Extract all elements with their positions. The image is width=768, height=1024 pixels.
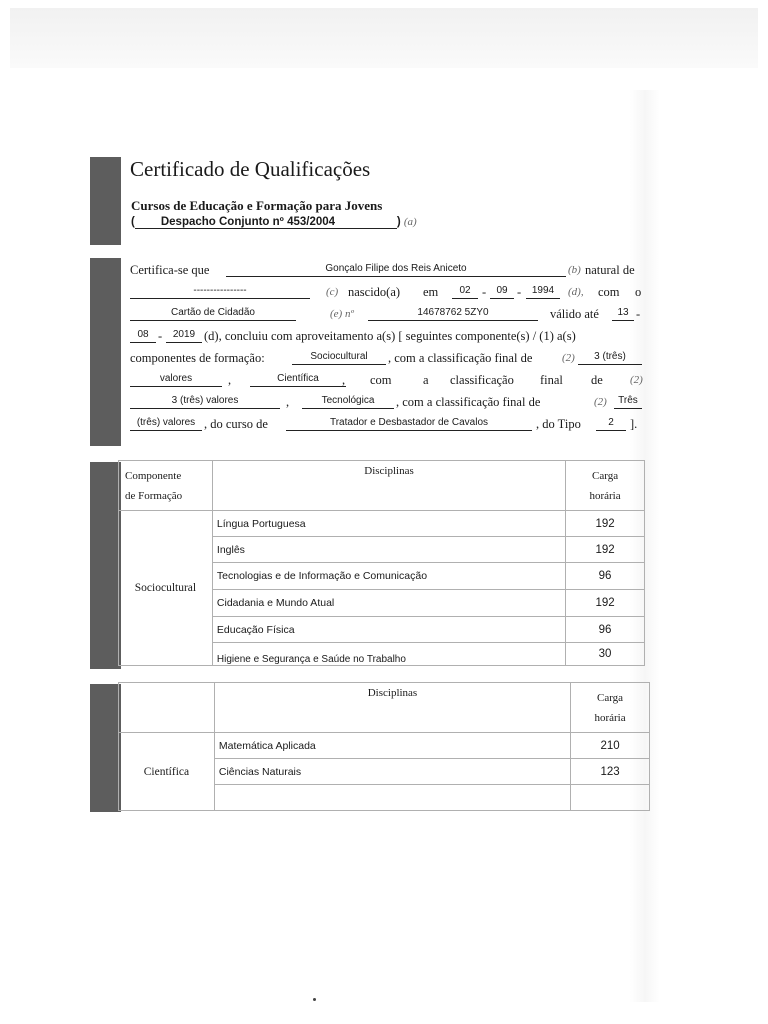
cert-classification-2: , com a classificação final de (396, 395, 541, 409)
cert-em: em (423, 285, 439, 299)
cert-de: de (591, 373, 603, 387)
cert-components: componentes de formação: (130, 351, 265, 365)
cert-end: ]. (630, 417, 638, 431)
despacho-open: ( (131, 216, 135, 228)
field-course: Tratador e Desbastador de Cavalos (286, 416, 532, 431)
table1-header-row (119, 461, 645, 511)
valid-dash-1: - (636, 307, 641, 321)
field-birth-month: 09 (490, 284, 514, 299)
mark-d-1: (d), (568, 286, 584, 298)
hours-cell: 123 (571, 759, 650, 785)
hours-cell: 30 (566, 643, 645, 666)
cert-line-2 (130, 284, 643, 302)
cert-classificacao: classificação (450, 373, 514, 387)
field-document: Cartão de Cidadão (130, 306, 296, 321)
page-subtitle: Cursos de Educação e Formação para Jovens (131, 198, 383, 213)
field-grade-cientifica: 3 (três) valores (130, 394, 280, 409)
header-disciplines: Disciplinas (214, 683, 570, 733)
cert-line-8 (130, 416, 643, 434)
mark-e: (e) nº (330, 308, 354, 320)
field-comp-tecnologica: Tecnológica (302, 394, 394, 409)
mark-2-c: (2) (594, 396, 607, 408)
mark-b: (b) (568, 264, 581, 276)
field-birthplace: ---------------- (130, 284, 310, 299)
valid-dash-2: - (158, 329, 163, 343)
comma-2: , (342, 373, 346, 387)
field-valid-year: 2019 (166, 328, 202, 343)
mark-2-b: (2) (630, 374, 643, 386)
field-valid-day: 13 (612, 306, 634, 321)
cert-intro: Certifica-se que (130, 263, 210, 277)
field-grade-tecnologica-cont: (três) valores (130, 416, 202, 431)
table2-header-row (119, 683, 650, 733)
despacho-line (131, 216, 417, 229)
mark-2-a: (2) (562, 352, 575, 364)
field-birth-year: 1994 (526, 284, 560, 299)
table-cientifica (118, 682, 650, 811)
cert-concluded: (d), concluiu com aproveitamento a(s) [ seguintes componente(s) / (1) a(s) (204, 329, 576, 343)
hours-cell: 192 (566, 511, 645, 537)
header-component (119, 461, 213, 511)
cert-course-intro: , do curso de (204, 417, 268, 431)
cert-line-4 (130, 328, 643, 346)
hours-cell: 96 (566, 617, 645, 643)
header-component-line2: de Formação (125, 489, 183, 502)
header-component-empty (119, 683, 215, 733)
hours-cell (571, 785, 650, 811)
discipline-cell: Inglês (212, 537, 565, 563)
header-workload-line1: Carga (592, 469, 619, 482)
discipline-cell: Tecnologias e de Informação e Comunicação (212, 563, 565, 590)
mark-c: (c) (326, 286, 339, 298)
discipline-cell: Higiene e Segurança e Saúde no Trabalho (212, 643, 565, 666)
cert-natural: natural de (585, 263, 635, 277)
field-doc-number: 14678762 5ZY0 (368, 306, 538, 321)
birth-dash-2: - (517, 285, 522, 299)
despacho-close: ) (396, 216, 401, 228)
header-workload-line2: horária (594, 711, 626, 724)
component-cientifica: Científica (119, 733, 215, 811)
birth-dash-1: - (482, 285, 487, 299)
header-workload (571, 683, 650, 733)
comma-3: , (286, 395, 290, 409)
page-title: Certificado de Qualificações (130, 157, 371, 181)
field-valid-month: 08 (130, 328, 156, 343)
certificate-side-bar (90, 258, 121, 446)
discipline-cell (214, 785, 570, 811)
table-sociocultural (118, 460, 645, 666)
field-grade-tecnologica: Três (614, 394, 642, 409)
header-component-line1: Componente (125, 469, 182, 482)
cert-born: nascido(a) (348, 285, 401, 299)
title-side-bar (90, 157, 121, 245)
cert-o: o (635, 285, 642, 299)
field-grade-socio-cont: valores (130, 372, 222, 387)
cert-line-6 (130, 372, 643, 390)
cert-line-5 (130, 350, 643, 368)
discipline-cell: Língua Portuguesa (212, 511, 565, 537)
header-workload-line1: Carga (597, 691, 624, 704)
cert-line-1 (130, 262, 643, 280)
discipline-cell: Cidadania e Mundo Atual (212, 590, 565, 617)
cert-com: com (598, 285, 620, 299)
cert-final: final (540, 373, 563, 387)
component-sociocultural: Sociocultural (119, 511, 213, 666)
discipline-cell: Educação Física (212, 617, 565, 643)
field-type: 2 (596, 416, 626, 431)
hours-cell: 192 (566, 590, 645, 617)
table-row (119, 511, 645, 537)
table1-side-bar (90, 462, 121, 669)
header-workload (566, 461, 645, 511)
discipline-cell: Ciências Naturais (214, 759, 570, 785)
comma-1: , (228, 373, 232, 387)
cert-valid: válido até (550, 307, 599, 321)
hours-cell: 192 (566, 537, 645, 563)
cert-line-7 (130, 394, 643, 412)
field-comp-cientifica: Científica (250, 372, 346, 387)
field-name: Gonçalo Filipe dos Reis Aniceto (226, 262, 566, 277)
despacho-mark: (a) (403, 216, 417, 228)
scan-dot (313, 998, 316, 1001)
scan-artifact-top (10, 8, 758, 68)
cert-a: a (423, 373, 429, 387)
cert-com-2: com (370, 373, 392, 387)
field-birth-day: 02 (452, 284, 478, 299)
hours-cell: 210 (571, 733, 650, 759)
field-comp-socio: Sociocultural (292, 350, 386, 365)
table-row (119, 733, 650, 759)
cert-line-3 (130, 306, 643, 324)
discipline-cell: Matemática Aplicada (214, 733, 570, 759)
cert-tipo: , do Tipo (536, 417, 581, 431)
table2-side-bar (90, 684, 121, 812)
field-grade-socio: 3 (três) (578, 350, 642, 365)
cert-classification-1: , com a classificação final de (388, 351, 533, 365)
hours-cell: 96 (566, 563, 645, 590)
header-workload-line2: horária (589, 489, 621, 502)
header-disciplines: Disciplinas (212, 461, 565, 511)
despacho-text: Despacho Conjunto nº 453/2004 (135, 216, 397, 229)
